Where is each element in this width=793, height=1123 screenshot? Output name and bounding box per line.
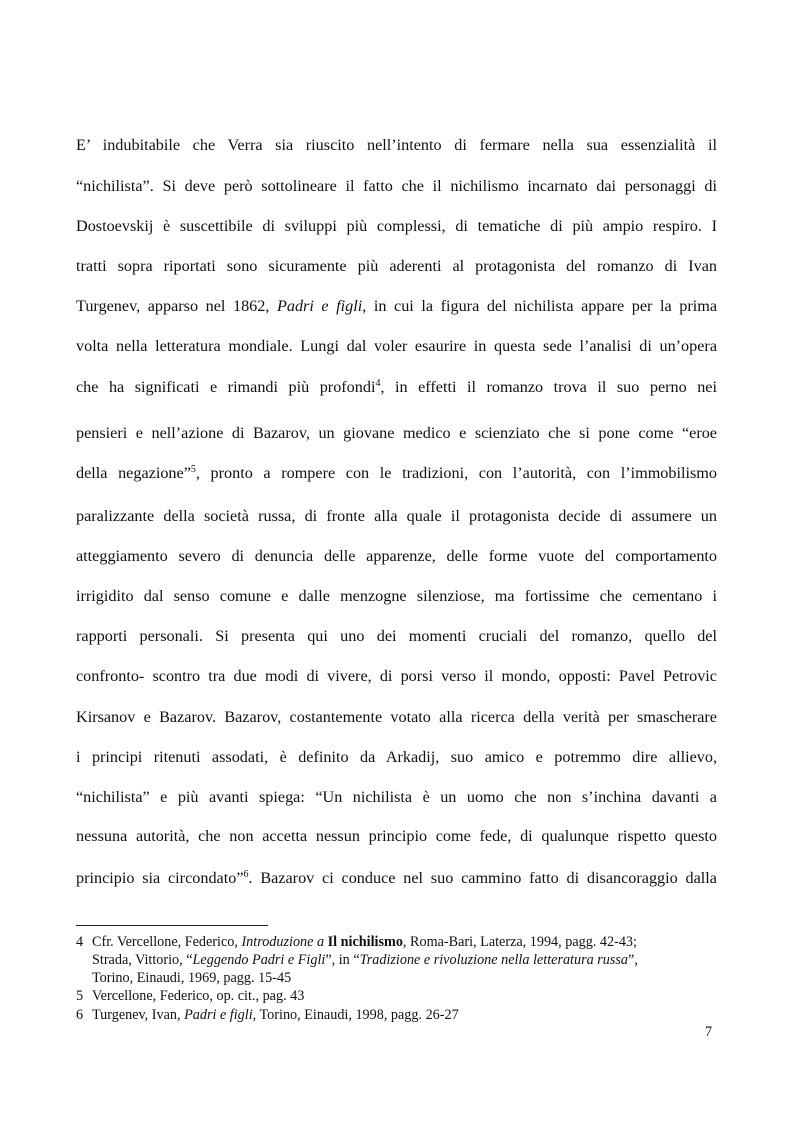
paragraph-line: “nichilista”. Si deve però sottolineare il fatto che il nichilismo incarnato dai personaggi di: [76, 177, 717, 195]
footnote-4: [76, 933, 637, 951]
footnote-number: 5: [76, 988, 84, 1004]
footnote-4-line-2: [92, 951, 638, 969]
book-title: Leggendo Padri e Figli: [192, 952, 326, 968]
paragraph-line: [76, 296, 717, 316]
text-run: , in cui la figura del nichilista appare per la prima: [362, 297, 718, 315]
book-title: Il nichilismo: [327, 934, 403, 950]
paragraph-line: volta nella letteratura mondiale. Lungi dal voler esaurire in questa sede l’analisi di un’opera: [76, 337, 717, 355]
footnote-6: [76, 1006, 459, 1024]
text-run: , pronto a rompere con le tradizioni, con l’autorità, con l’immobilismo: [195, 464, 717, 482]
page-number: 7: [705, 1024, 713, 1040]
text-run: , in effetti il romanzo trova il suo perno nei: [380, 378, 717, 396]
book-title: Padri e figli: [276, 297, 363, 315]
paragraph-line: paralizzante della società russa, di fronte alla quale il protagonista decide di assumere un: [76, 507, 717, 525]
text-run: ”,: [628, 952, 638, 968]
paragraph-line: atteggiamento severo di denuncia delle apparenze, delle forme vuote del comportamento: [76, 547, 717, 565]
text-run: Turgenev, apparso nel 1862,: [76, 297, 277, 315]
book-title: Tradizione e rivoluzione nella letteratura russa: [359, 952, 629, 968]
paragraph-line: rapporti personali. Si presenta qui uno dei momenti cruciali del romanzo, quello del: [76, 627, 717, 645]
footnote-5: [76, 987, 304, 1005]
book-title: Padri e figli: [184, 1007, 253, 1023]
text-run: Cfr. Vercellone, Federico,: [92, 934, 242, 950]
text-run: della negazione”: [76, 464, 191, 482]
paragraph-line: Dostoevskij è suscettibile di sviluppi più complessi, di tematiche di più ampio respiro. I: [76, 217, 717, 235]
footnote-number: 6: [76, 1007, 84, 1023]
footnote-ref: 5: [190, 464, 196, 475]
paragraph-line: i principi ritenuti assodati, è definito da Arkadij, suo amico e potremmo dire allievo,: [76, 748, 717, 766]
paragraph-line: Kirsanov e Bazarov. Bazarov, costantemente votato alla ricerca della verità per smascherare: [76, 708, 717, 726]
text-run: , Roma-Bari, Laterza, 1994, pagg. 42-43;: [402, 934, 637, 950]
footnote-ref: 4: [375, 378, 381, 389]
paragraph-line: pensieri e nell’azione di Bazarov, un giovane medico e scienziato che si pone come “eroe: [76, 424, 717, 442]
text-run: principio sia circondato”: [76, 869, 244, 887]
footnote-ref: 6: [243, 869, 249, 880]
paragraph-line: “nichilista” e più avanti spiega: “Un nichilista è un uomo che non s’inchina davanti a: [76, 788, 717, 806]
text-run: ”, in “: [325, 952, 360, 968]
text-run: , Torino, Einaudi, 1998, pagg. 26-27: [252, 1007, 459, 1023]
paragraph-line: [76, 868, 717, 888]
footnote-4-line-3: Torino, Einaudi, 1969, pagg. 15-45: [92, 970, 292, 986]
paragraph-line: E’ indubitabile che Verra sia riuscito nell’intento di fermare nella sua essenzialità il: [76, 136, 717, 154]
paragraph-line: confronto- scontro tra due modi di vivere, di porsi verso il mondo, opposti: Pavel Petrovic: [76, 667, 717, 685]
book-title: Introduzione a: [241, 934, 325, 950]
footnote-number: 4: [76, 934, 84, 950]
text-run: Strada, Vittorio, “: [92, 952, 193, 968]
paragraph-line: [76, 463, 717, 483]
text-run: . Bazarov ci conduce nel suo cammino fatto di disancoraggio dalla: [248, 869, 717, 887]
paragraph-line: irrigidito dal senso comune e dalle menzogne silenziose, ma fortissime che cementano i: [76, 587, 717, 605]
text-run: Vercellone, Federico, op. cit., pag. 43: [92, 988, 305, 1004]
paragraph-line: tratti sopra riportati sono sicuramente più aderenti al protagonista del romanzo di Ivan: [76, 257, 717, 275]
footnote-separator: [76, 925, 268, 926]
text-run: che ha significati e rimandi più profondi: [76, 378, 376, 396]
paragraph-line: [76, 377, 717, 397]
paragraph-line: nessuna autorità, che non accetta nessun principio come fede, di qualunque rispetto questo: [76, 827, 717, 845]
text-run: Turgenev, Ivan,: [92, 1007, 185, 1023]
